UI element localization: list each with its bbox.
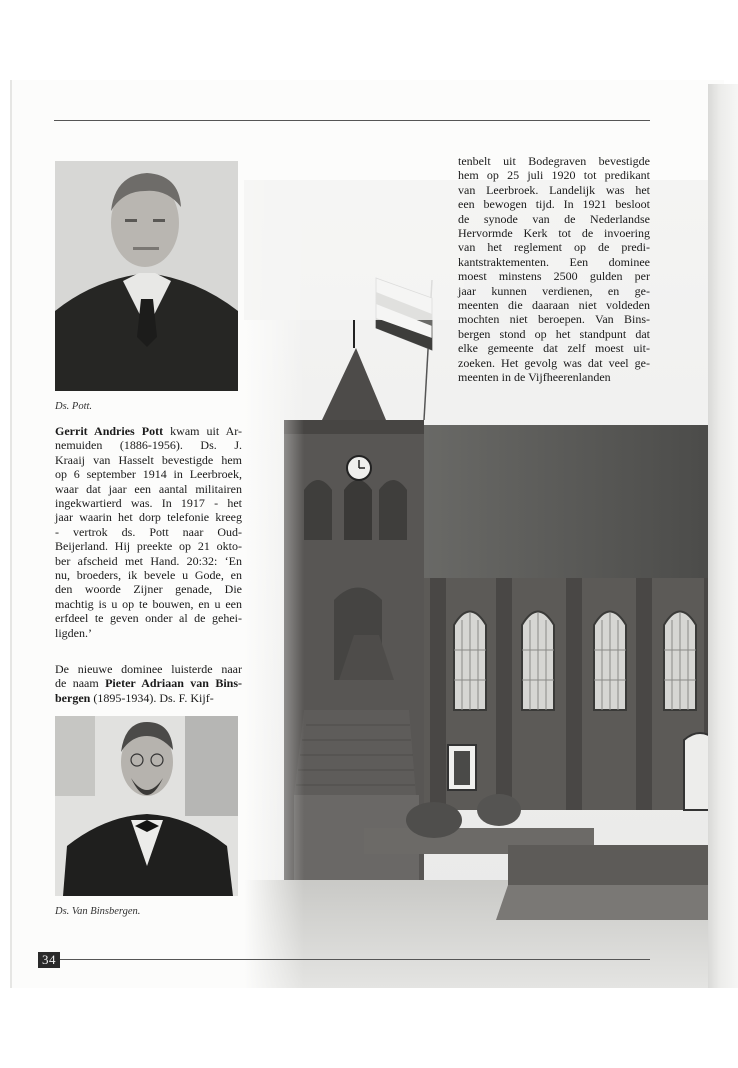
portrait-binsbergen <box>55 716 238 896</box>
text-fragment: Kraaij van Hasselt bevestigde hem <box>55 452 242 467</box>
text-fragment: ber afscheid met Hand. 20:32: ‘En <box>55 553 242 568</box>
text-line <box>55 510 242 524</box>
text-line <box>458 226 650 240</box>
book-page <box>12 80 724 988</box>
text-line <box>458 269 650 283</box>
text-line <box>458 154 650 168</box>
text-fragment: meenten die daaraan niet voldeden <box>458 298 650 313</box>
text-line <box>55 539 242 553</box>
text-fragment: kwam uit Ar- <box>163 424 243 438</box>
text-line <box>458 312 650 326</box>
text-line <box>458 284 650 298</box>
text-fragment: De nieuwe dominee luisterde naar <box>55 662 242 676</box>
text-fragment: jaar waarin het dorp telefonie kreeg <box>55 510 242 525</box>
text-fragment: - vertrok ds. Pott naar Oud- <box>55 524 242 539</box>
text-line <box>55 676 242 690</box>
text-fragment: nu, broeders, ik bevele u Gode, en <box>55 568 242 583</box>
text-line <box>55 554 242 568</box>
caption-pott: Ds. Pott. <box>55 401 93 412</box>
text-line <box>458 341 650 355</box>
text-line <box>458 327 650 341</box>
text-line <box>458 212 650 226</box>
text-fragment: ligden.’ <box>55 625 92 640</box>
text-fragment: machtig is u op te bouwen, en u een <box>55 596 242 611</box>
text-fragment: mochten niet beroepen. Van Bins- <box>458 312 650 327</box>
text-line <box>55 626 242 640</box>
text-line <box>55 691 242 705</box>
portrait-pott <box>55 161 238 391</box>
page-right-edge <box>708 84 738 988</box>
text-line <box>458 240 650 254</box>
text-line <box>458 356 650 370</box>
text-fragment: zoeken. Het gevolg was dat veel ge- <box>458 355 650 370</box>
text-fragment: van Leerbroek. Landelijk was het <box>458 182 650 197</box>
text-line <box>458 183 650 197</box>
text-line <box>458 168 650 182</box>
caption-binsbergen: Ds. Van Binsbergen. <box>55 906 141 917</box>
text-fragment: waar dat jaar een aantal militairen <box>55 481 242 496</box>
text-fragment: jaar kunnen verdienen, en ge- <box>458 283 650 298</box>
text-line <box>55 568 242 582</box>
text-line <box>55 424 242 438</box>
text-fragment: nemuiden (1886-1956). Ds. J. <box>55 438 242 453</box>
text-fragment: kantstraktementen. Een dominee <box>458 254 650 269</box>
text-fragment: moest minstens 2500 gulden per <box>458 269 650 284</box>
text-fragment: hem op 25 juli 1920 tot predikant <box>458 168 650 183</box>
text-fragment: (1895-1934). Ds. F. Kijf- <box>90 690 214 705</box>
text-fragment: de synode van de Nederlandse <box>458 211 650 226</box>
bold-name: bergen <box>55 690 91 705</box>
text-line <box>458 298 650 312</box>
text-line <box>55 582 242 596</box>
text-line <box>55 496 242 510</box>
text-fragment: erfdeel te geven onder al de gehei- <box>55 611 242 626</box>
text-line <box>458 255 650 269</box>
text-line <box>55 597 242 611</box>
top-rule <box>54 120 650 121</box>
text-fragment: ingekwartierd was. In 1917 - het <box>55 496 242 511</box>
text-fragment: Beijerland. Hij preekte op 21 okto- <box>55 539 242 554</box>
page-number: 34 <box>38 952 60 968</box>
text-fragment: Hervormde Kerk tot de invoering <box>458 226 650 241</box>
text-line <box>458 370 650 384</box>
text-line <box>55 438 242 452</box>
text-line <box>55 525 242 539</box>
text-line <box>458 197 650 211</box>
text-fragment: een bewogen tijd. In 1921 besloot <box>458 197 650 212</box>
text-fragment: meenten in de Vijfheerenlanden <box>458 370 611 385</box>
text-line <box>55 662 242 676</box>
text-fragment: elke gemeente dat zelf moest uit- <box>458 341 650 356</box>
bottom-rule <box>60 959 650 960</box>
bold-name: Pieter Adriaan van Bins- <box>105 676 242 691</box>
text-fragment: bergen stond op het standpunt dat <box>458 326 650 341</box>
left-column-paragraph-2 <box>55 662 242 705</box>
bold-name: Gerrit Andries Pott <box>55 424 164 438</box>
left-column-paragraph-1 <box>55 424 242 640</box>
text-fragment: tenbelt uit Bodegraven bevestigde <box>458 154 650 168</box>
text-fragment: de naam <box>55 676 106 691</box>
text-line <box>55 482 242 496</box>
text-fragment: den woorde Zijner genade, Die <box>55 582 242 597</box>
text-line <box>55 611 242 625</box>
text-line <box>55 453 242 467</box>
right-column-paragraph <box>458 154 650 385</box>
text-fragment: van het reglement op de predi- <box>458 240 650 255</box>
text-line <box>55 467 242 481</box>
text-fragment: op 6 september 1914 in Leerbroek, <box>55 467 242 482</box>
